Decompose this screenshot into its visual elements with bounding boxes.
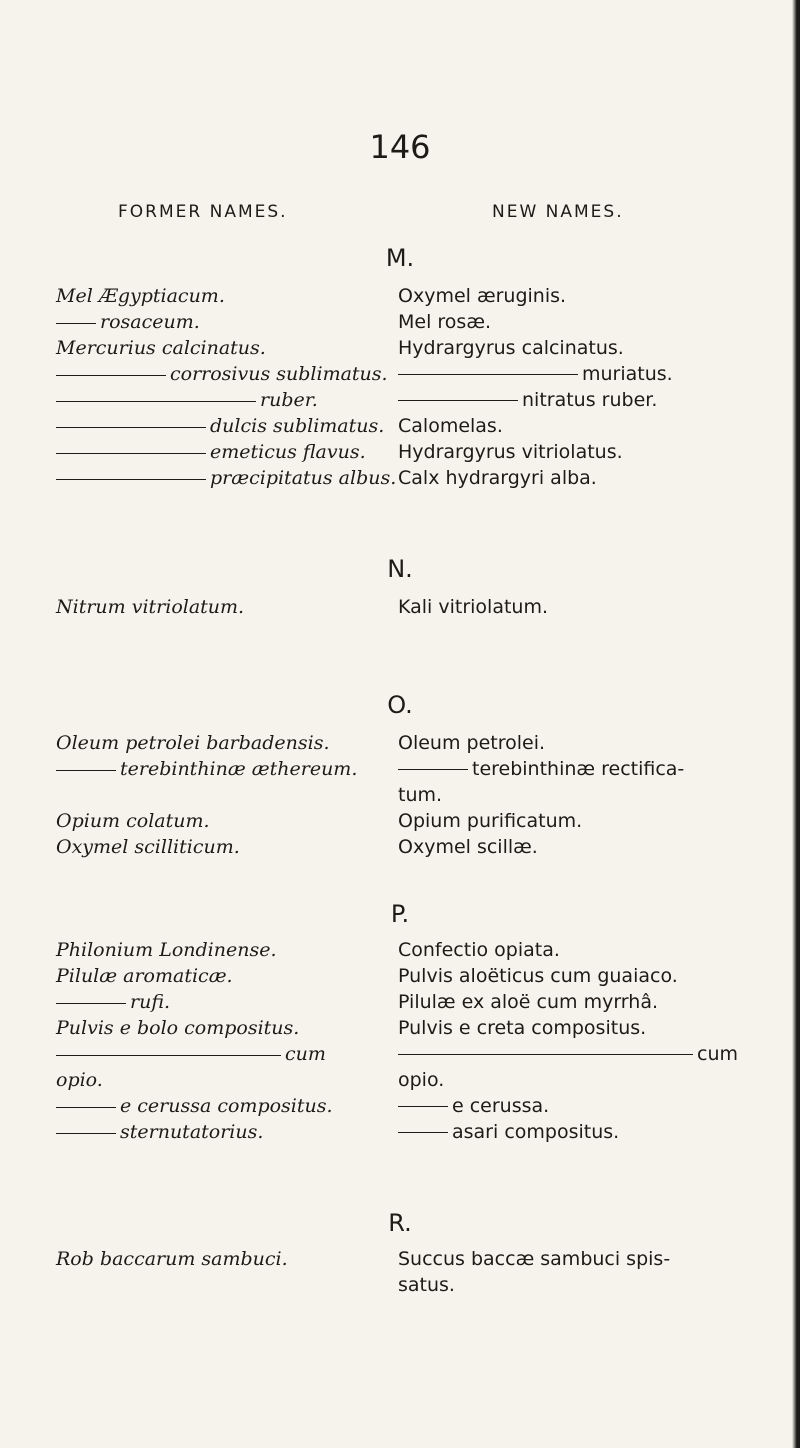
ditto-dash	[56, 1133, 116, 1134]
section-n-new-names	[398, 594, 548, 620]
former-name: Nitrum vitriolatum.	[56, 596, 245, 618]
new-name-row	[398, 1041, 738, 1067]
former-name-row	[56, 465, 396, 491]
section-r-new-names	[398, 1246, 670, 1298]
new-name: Oxymel æruginis.	[398, 285, 567, 307]
ditto-dash	[398, 400, 518, 401]
former-name: emeticus flavus.	[210, 441, 366, 463]
new-name-row	[398, 1119, 738, 1145]
former-name-row	[56, 989, 333, 1015]
new-name: Hydrargyrus vitriolatus.	[398, 441, 623, 463]
former-name: Oleum petrolei barbadensis.	[56, 732, 330, 754]
former-name-row	[56, 1041, 333, 1067]
section-m-former-names	[56, 283, 396, 491]
ditto-dash	[56, 453, 206, 454]
ditto-dash	[398, 1132, 448, 1133]
former-name: Oxymel scilliticum.	[56, 836, 240, 858]
section-p-new-names	[398, 937, 738, 1145]
former-name: sternutatorius.	[120, 1121, 264, 1143]
former-name: Pilulæ aromaticæ.	[56, 965, 233, 987]
new-name-row	[398, 387, 673, 413]
ditto-dash	[56, 1003, 126, 1004]
new-name: Succus baccæ sambuci spis-	[398, 1248, 671, 1270]
former-name-row	[56, 387, 396, 413]
new-name: Calomelas.	[398, 415, 503, 437]
new-name: Mel rosæ.	[398, 311, 492, 333]
ditto-dash	[56, 1055, 281, 1056]
new-name: nitratus ruber.	[522, 389, 658, 411]
ditto-dash	[56, 427, 206, 428]
new-name: Kali vitriolatum.	[398, 596, 549, 618]
section-letter-o: O.	[387, 691, 413, 719]
new-name: satus.	[398, 1274, 455, 1296]
ditto-dash	[56, 770, 116, 771]
new-name-row	[398, 361, 673, 387]
new-name-row	[398, 756, 684, 782]
former-name: præcipitatus albus.	[210, 467, 397, 489]
former-name-row	[56, 756, 357, 782]
new-name: Oleum petrolei.	[398, 732, 546, 754]
former-name: terebinthinæ æthereum.	[120, 758, 358, 780]
new-name: Pilulæ ex aloë cum myrrhâ.	[398, 991, 658, 1013]
new-name: Opium purificatum.	[398, 810, 583, 832]
former-name: opio.	[56, 1069, 103, 1091]
new-name: Hydrargyrus calcinatus.	[398, 337, 624, 359]
former-name-row	[56, 439, 396, 465]
section-p-former-names	[56, 937, 333, 1145]
new-name: Pulvis e creta compositus.	[398, 1017, 647, 1039]
section-o-new-names	[398, 730, 684, 860]
ditto-dash	[56, 479, 206, 480]
section-r-former-names	[56, 1246, 288, 1272]
new-name: terebinthinæ rectifica-	[472, 758, 685, 780]
ditto-dash	[56, 375, 166, 376]
new-names-header: NEW NAMES.	[492, 202, 624, 222]
new-name: tum.	[398, 784, 443, 806]
former-name: cum	[285, 1043, 326, 1065]
former-name: e cerussa compositus.	[120, 1095, 333, 1117]
new-name: Confectio opiata.	[398, 939, 560, 961]
new-name: cum	[697, 1043, 738, 1065]
former-name: dulcis sublimatus.	[210, 415, 385, 437]
ditto-dash	[56, 1107, 116, 1108]
new-name: Oxymel scillæ.	[398, 836, 538, 858]
former-name	[56, 782, 357, 808]
new-name-row	[398, 1093, 738, 1119]
section-m-new-names	[398, 283, 673, 491]
former-names-header: FORMER NAMES.	[118, 202, 288, 222]
new-name: Calx hydrargyri alba.	[398, 467, 597, 489]
former-name-row	[56, 413, 396, 439]
former-name-row	[56, 361, 396, 387]
former-name: Philonium Londinense.	[56, 939, 277, 961]
former-name: Mel Ægyptiacum.	[56, 285, 225, 307]
former-name-row	[56, 1119, 333, 1145]
section-letter-r: R.	[388, 1209, 412, 1237]
ditto-dash	[398, 1054, 693, 1055]
former-name: ruber.	[260, 389, 318, 411]
former-name: rosaceum.	[100, 311, 200, 333]
section-letter-n: N.	[387, 555, 413, 583]
section-letter-p: P.	[390, 900, 410, 928]
former-name: Opium colatum.	[56, 810, 210, 832]
former-name: corrosivus sublimatus.	[170, 363, 388, 385]
former-name-row	[56, 309, 396, 335]
new-name: asari compositus.	[452, 1121, 620, 1143]
new-name: Pulvis aloëticus cum guaiaco.	[398, 965, 678, 987]
new-name: opio.	[398, 1069, 445, 1091]
section-letter-m: M.	[385, 244, 415, 272]
former-name-row	[56, 1093, 333, 1119]
ditto-dash	[56, 401, 256, 402]
ditto-dash	[398, 769, 468, 770]
former-name: rufi.	[130, 991, 171, 1013]
ditto-dash	[56, 323, 96, 324]
new-name: muriatus.	[582, 363, 673, 385]
former-name: Rob baccarum sambuci.	[56, 1248, 288, 1270]
page-number: 146	[369, 128, 431, 166]
ditto-dash	[398, 374, 578, 375]
section-o-former-names	[56, 730, 357, 860]
former-name: Mercurius calcinatus.	[56, 337, 266, 359]
former-name: Pulvis e bolo compositus.	[56, 1017, 300, 1039]
section-n-former-names	[56, 594, 244, 620]
new-name: e cerussa.	[452, 1095, 550, 1117]
ditto-dash	[398, 1106, 448, 1107]
